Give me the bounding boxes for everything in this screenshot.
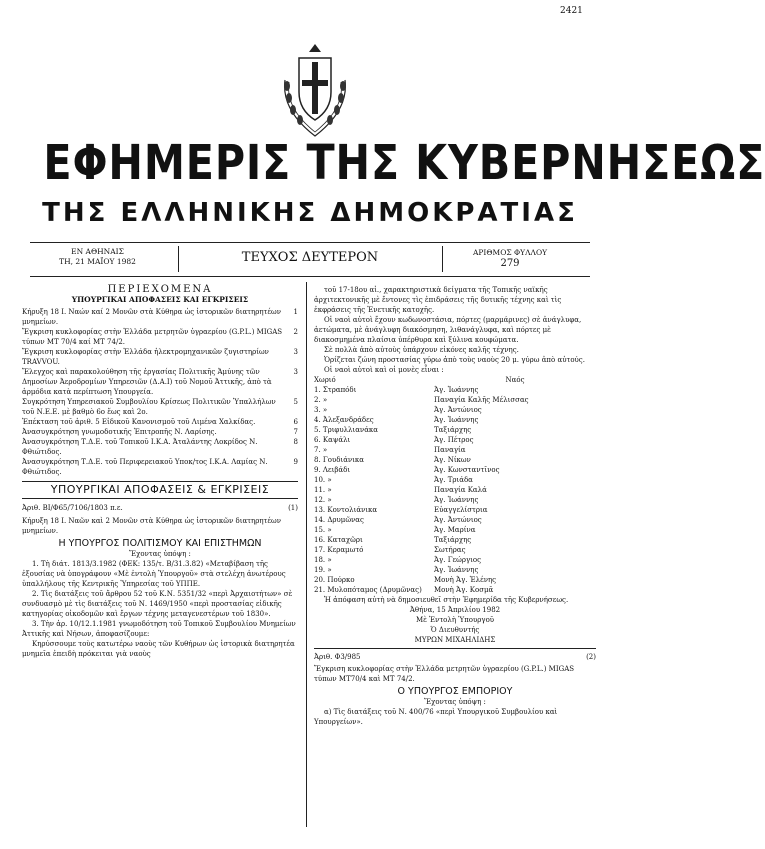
toc-item-text: Ἔγκριση κυκλοφορίας στὴν Ἑλλάδα ἠλεκτρομηχανικῶν ζυγιστηρίων TRAVVOU. <box>22 348 269 366</box>
toc-item <box>22 427 298 437</box>
toc-item-text: Ἐπέκταση τοῦ ἀριθ. 5 Εἰδικοῦ Κανονισμοῦ τοῦ Λιμένα Χαλκίδας. <box>22 418 256 426</box>
table-cell-village: 10. » <box>314 476 332 484</box>
table-row <box>314 505 596 515</box>
table-cell-church: Ταξιάρχης <box>434 536 472 544</box>
paragraph: Ὁρίζεται ζώνη προστασίας γύρω ἀπὸ τοὺς ναοὺς 20 μ. γύρω ἀπὸ αὐτούς. <box>324 356 585 364</box>
toc-item-page: 2 <box>293 328 298 336</box>
table-cell-church: Παναγία Καλά <box>434 486 487 494</box>
table-cell-church: Ἁγ. Ἰωάννης <box>434 416 479 424</box>
meta-place: ΕΝ ΑΘΗΝΑΙΣ <box>71 247 124 256</box>
table-cell-village: 4. Ἀλεξανδράδες <box>314 416 374 424</box>
gazette-subtitle: ΤΗΣ ΕΛΛΗΝΙΚΗΣ ΔΗΜΟΚΡΑΤΙΑΣ <box>42 198 578 228</box>
table-cell-village: 17. Κεραμωτό <box>314 546 364 554</box>
meta-divider-right <box>442 246 443 272</box>
table-cell-church: Ἁγ. Μαρίνα <box>434 526 476 534</box>
toc-item <box>22 327 298 347</box>
table-cell-church: Παναγία Καλῆς Μέλισσας <box>434 396 529 404</box>
paragraph: τοῦ 17-18ου αἰ., χαρακτηριστικὰ δείγματα τῆς Τοπικῆς ναϊκῆς ἀρχιτεκτονικῆς μὲ ἔντονες τὶς ἐπιδράσεις τῆς δυτικῆς τέχνης καὶ τὶς ἐκφράσεις τῆς Ἑνετικῆς κατοχῆς. <box>314 286 562 314</box>
churches-table <box>314 385 596 595</box>
table-cell-village: 15. » <box>314 526 332 534</box>
toc-item-page: 3 <box>293 368 298 376</box>
decision-2-item-a: α) Τὶς διατάξεις τοῦ Ν. 400/76 «περὶ Υπουργικοῦ Συμβουλίου καὶ Υπουργείων». <box>314 708 558 726</box>
churches-table-header <box>314 375 596 385</box>
table-cell-church: Ἁγ. Πέτρος <box>434 436 474 444</box>
table-cell-church: Ταξιάρχης <box>434 426 472 434</box>
paragraph: Σὲ πολλὰ ἀπὸ αὐτοὺς ὑπάρχουν εἰκόνες καλῆς τέχνης. <box>324 346 519 354</box>
paragraph: Οἱ ναοὶ αὐτοὶ καὶ οἱ μονὲς εἶναι : <box>324 366 444 374</box>
table-cell-village: 9. Λειβάδι <box>314 466 351 474</box>
table-cell-church: Μονὴ Ἁγ. Ἑλένης <box>434 576 497 584</box>
decision-1-header <box>22 503 298 513</box>
toc-title: ΠΕΡΙΕΧΟΜΕΝΑ <box>107 284 213 295</box>
meta-place-date <box>30 247 165 267</box>
signoff-director: Ὁ Διευθυντής <box>430 626 480 634</box>
decision-1-having: Ἔχοντας ὑπόψη : <box>129 550 191 558</box>
table-row <box>314 515 596 525</box>
decision-2-having: Ἔχοντας ὑπόψη : <box>424 698 486 706</box>
decision-1-ministry: Η ΥΠΟΥΡΓΟΣ ΠΟΛΙΤΙΣΜΟΥ ΚΑΙ ΕΠΙΣΤΗΜΩΝ <box>58 538 262 549</box>
table-cell-village: 20. Πούρκο <box>314 576 355 584</box>
meta-issue: ΤΕΥΧΟΣ ΔΕΥΤΕΡΟΝ <box>241 250 379 265</box>
table-cell-church: Ἁγ. Ἰωάννης <box>434 496 479 504</box>
decision-1-number: Ἀριθ. ΒΙ/Φ65/7106/1803 π.ε. <box>22 504 123 512</box>
table-header-village: Χωριό <box>314 376 336 384</box>
table-cell-village: 11. » <box>314 486 332 494</box>
table-row <box>314 495 596 505</box>
table-cell-church: Σωτήρας <box>434 546 466 554</box>
table-cell-village: 12. » <box>314 496 332 504</box>
toc-item-text: Ἔλεγχος καὶ παρακολούθηση τῆς ἐργασίας Πολιτικῆς Ἀμύνης τῶν Δημοσίων Ἀεροδρομίων Υπηρεσιῶν (Δ.Α.Ι) τοῦ Νομοῦ Ἀττικῆς, ἀπὸ τὰ ἀρμόδια κατὰ περίπτωση Υπουργεία. <box>22 368 272 396</box>
toc-subtitle: ΥΠΟΥΡΓΙΚΑΙ ΑΠΟΦΑΣΕΙΣ ΚΑΙ ΕΓΚΡΙΣΕΙΣ <box>71 295 249 304</box>
toc-item-text: Συγκρότηση Υπηρεσιακοῦ Συμβουλίου Κρίσεως Πολιτικῶν Ὑπαλλήλων τοῦ Ν.Ε.Ε. μὲ βαθμὸ 6ο ἕως καὶ 2ο. <box>22 398 276 416</box>
table-row <box>314 425 596 435</box>
decision-1-subject: Κήρυξη 18 Ι. Ναῶν καὶ 2 Μονῶν στὰ Κύθηρα ὡς ἱστορικῶν διατηρητέων μνημείων. <box>22 517 282 535</box>
toc-item-page: 1 <box>293 308 298 316</box>
table-cell-village: 7. » <box>314 446 328 454</box>
table-row <box>314 525 596 535</box>
table-row <box>314 545 596 555</box>
signoff-name: ΜΥΡΩΝ ΜΙΧΑΗΛΙΔΗΣ <box>414 636 496 644</box>
gazette-title: ΕΦΗΜΕΡΙΣ ΤΗΣ ΚΥΒΕΡΝΗΣΕΩΣ <box>43 135 765 191</box>
table-cell-village: 19. » <box>314 566 332 574</box>
toc-item-text: Ἀνασυγκρότηση Τ.Δ.Ε. τοῦ Τοπικοῦ Ι.Κ.Α. Ἀταλάντης Λοκρίδος Ν. Φθιώτιδος. <box>22 438 258 456</box>
table-row <box>314 445 596 455</box>
table-cell-church: Ἁγ. Τριάδα <box>434 476 473 484</box>
table-cell-church: Ἁγ. Ἰωάννης <box>434 566 479 574</box>
table-row <box>314 555 596 565</box>
toc-item <box>22 367 298 397</box>
meta-sheet-label: ΑΡΙΘΜΟΣ ΦΥΛΛΟΥ <box>472 248 548 257</box>
table-cell-village: 21. Μυλοπόταμος (Δρυμῶνας) <box>314 586 422 594</box>
toc-item-text: Κήρυξη 18 Ι. Ναών καί 2 Μονῶν στὰ Κύθηρα ὡς ἱστορικῶν διατηρητέων μνημείων. <box>22 308 282 326</box>
decision-2-number: Ἀριθ. Φ3/985 <box>314 653 361 661</box>
toc-item-text: Ἀνασυγκρότηση γνωμοδοτικῆς Ἐπιτροπῆς Ν. Λαρίσης. <box>22 428 217 436</box>
column-divider <box>306 282 307 827</box>
toc-item-text: Ἔγκριση κυκλοφορίας στὴν Ἑλλάδα μετρητῶν ὑγραερίου (G.P.L.) MIGAS τύπων MT 70/4 καί MT 74/2. <box>22 328 283 346</box>
table-row <box>314 395 596 405</box>
toc-item-page: 8 <box>293 438 298 446</box>
signoff-place-date: Ἀθήνα, 15 Ἀπριλίου 1982 <box>409 606 501 614</box>
toc-item <box>22 437 298 457</box>
table-cell-church: Ἁγ. Ἀντώνιος <box>434 406 482 414</box>
paragraph: 2. Τὶς διατάξεις τοῦ ἄρθρου 52 τοῦ Κ.Ν. 5351/32 «περὶ Ἀρχαιοτήτων» σὲ συνδυασμὸ μὲ τὶς διατάξεις τοῦ Ν. 1469/1950 «περὶ προστασίας εἰδικῆς κατηγορίας οἰκοδομῶν καὶ ἔργων τέχνης μεταγενεστέρων τοῦ 1830». <box>22 590 293 618</box>
toc-item <box>22 307 298 327</box>
toc-item <box>22 457 298 477</box>
table-header-church: Ναός <box>505 376 525 384</box>
section-rule <box>22 498 298 499</box>
toc-item-page: 7 <box>293 428 298 436</box>
toc-item <box>22 397 298 417</box>
toc-item-page: 3 <box>293 348 298 356</box>
toc-item-text: Ἀνασυγκρότηση Τ.Δ.Ε. τοῦ Περιφερειακοῦ Υποκ/τος Ι.Κ.Α. Λαμίας Ν. Φθιώτιδος. <box>22 458 268 476</box>
toc-list <box>22 307 298 477</box>
table-cell-village: 2. » <box>314 396 328 404</box>
table-cell-village: 8. Γουδιάνικα <box>314 456 365 464</box>
publication-note: Ἡ ἀπόφαση αὐτὴ νὰ δημοσιευθεῖ στὴν Ἐφημερίδα τῆς Κυβερνήσεως. <box>324 596 569 604</box>
table-row <box>314 405 596 415</box>
meta-divider-left <box>178 246 179 272</box>
section-heading: ΥΠΟΥΡΓΙΚΑΙ ΑΠΟΦΑΣΕΙΣ & ΕΓΚΡΙΣΕΙΣ <box>50 483 270 496</box>
left-column <box>22 285 298 659</box>
table-cell-church: Παναγία <box>434 446 466 454</box>
decision-2-ministry: Ο ΥΠΟΥΡΓΟΣ ΕΜΠΟΡΙΟΥ <box>397 686 513 697</box>
toc-rule <box>22 481 298 482</box>
decision-2-mark: (2) <box>586 653 596 661</box>
table-row <box>314 455 596 465</box>
table-cell-church: Ἁγ. Νίκων <box>434 456 471 464</box>
meta-sheet <box>445 247 575 269</box>
table-cell-church: Ἁγ. Γεώργιος <box>434 556 482 564</box>
paragraph: Κηρύσσουμε τοὺς κατωτέρω ναοὺς τῶν Κυθήρων ὡς ἱστορικὰ διατηρητέα μνημεῖα ἐπειδὴ πρόκειται γιὰ ναοὺς <box>22 640 295 658</box>
table-row <box>314 575 596 585</box>
decision-1-paragraphs <box>22 559 298 659</box>
paragraph: Οἱ ναοὶ αὐτοὶ ἔχουν κωδωνοστάσια, πόρτες (μαρμάρινες) σὲ ἀνάγλυφα, ἀετώματα, μὲ ἀνάγλυφη διακόσμηση, λιθανάγλυφα, καὶ πόρτες μὲ διακοσμημένα πλαίσια ὑπέρθυρα καὶ ξύλινα κουφώματα. <box>314 316 582 344</box>
decision-2-subject: Ἔγκριση κυκλοφορίας στὴν Ἑλλάδα μετρητῶν ὑγραερίου (G.P.L.) MIGAS τύπων MT70/4 καὶ MT 74/2. <box>314 665 575 683</box>
decision-1-mark: (1) <box>288 504 298 512</box>
meta-bottom-rule <box>30 276 590 277</box>
table-row <box>314 465 596 475</box>
toc-item-page: 9 <box>293 458 298 466</box>
toc-item-page: 5 <box>293 398 298 406</box>
table-cell-village: 16. Καταχῶρι <box>314 536 363 544</box>
decision-1-continued-paragraphs <box>314 285 596 375</box>
right-column <box>314 285 596 727</box>
meta-date: ΤΗ, 21 ΜΑΪΟΥ 1982 <box>59 257 136 266</box>
table-row <box>314 585 596 595</box>
toc-item-page: 6 <box>293 418 298 426</box>
table-row <box>314 535 596 545</box>
table-row <box>314 435 596 445</box>
table-cell-village: 3. » <box>314 406 328 414</box>
table-row <box>314 415 596 425</box>
table-cell-church: Ἁγ. Ἰωάννης <box>434 386 479 394</box>
page-number: 2421 <box>560 6 583 16</box>
table-cell-church: Μονὴ Ἁγ. Κοσμᾶ <box>434 586 494 594</box>
table-row <box>314 475 596 485</box>
signoff-by-order: Μὲ Ἐντολὴ Ὑπουργοῦ <box>415 616 495 624</box>
paragraph: 3. Τὴν ἀρ. 10/12.1.1981 γνωμοδότηση τοῦ Τοπικοῦ Συμβουλίου Μνημείων Ἀττικῆς καὶ Νήσων, ἀποφασίζουμε: <box>22 620 296 638</box>
table-cell-village: 1. Στραπόδι <box>314 386 357 394</box>
meta-sheet-number: 279 <box>500 258 520 269</box>
table-row <box>314 385 596 395</box>
table-cell-church: Ἁγ. Κωνσταντῖνος <box>434 466 500 474</box>
table-cell-village: 18. » <box>314 556 332 564</box>
table-row <box>314 485 596 495</box>
toc-item <box>22 417 298 427</box>
decision-2-header <box>314 652 596 662</box>
meta-top-rule <box>30 242 590 243</box>
table-cell-church: Ἁγ. Ἀντώνιος <box>434 516 482 524</box>
table-cell-village: 5. Τριφυλλιανάκα <box>314 426 379 434</box>
paragraph: 1. Τὴ διάτ. 1813/3.1982 (ΦΕΚ: 135/τ. Β/31.3.82) «Μεταβίβαση τῆς ἐξουσίας νὰ ὑπογράφουν «Μὲ ἐντολὴ Ὑπουργοῦ» στὰ στελέχη ἀνωτέρους ὑπαλλήλους τῆς Κεντρικῆς Ὑπηρεσίας τοῦ ΥΠΠΕ. <box>22 560 286 588</box>
toc-item <box>22 347 298 367</box>
decision-2-rule <box>314 648 596 649</box>
table-cell-village: 14. Δρυμῶνας <box>314 516 364 524</box>
table-cell-village: 6. Καψάλι <box>314 436 351 444</box>
table-cell-village: 13. Κοντολιάνικα <box>314 506 378 514</box>
table-row <box>314 565 596 575</box>
greek-coat-of-arms-emblem <box>275 40 355 140</box>
table-cell-church: Εὐαγγελίστρια <box>434 506 488 514</box>
